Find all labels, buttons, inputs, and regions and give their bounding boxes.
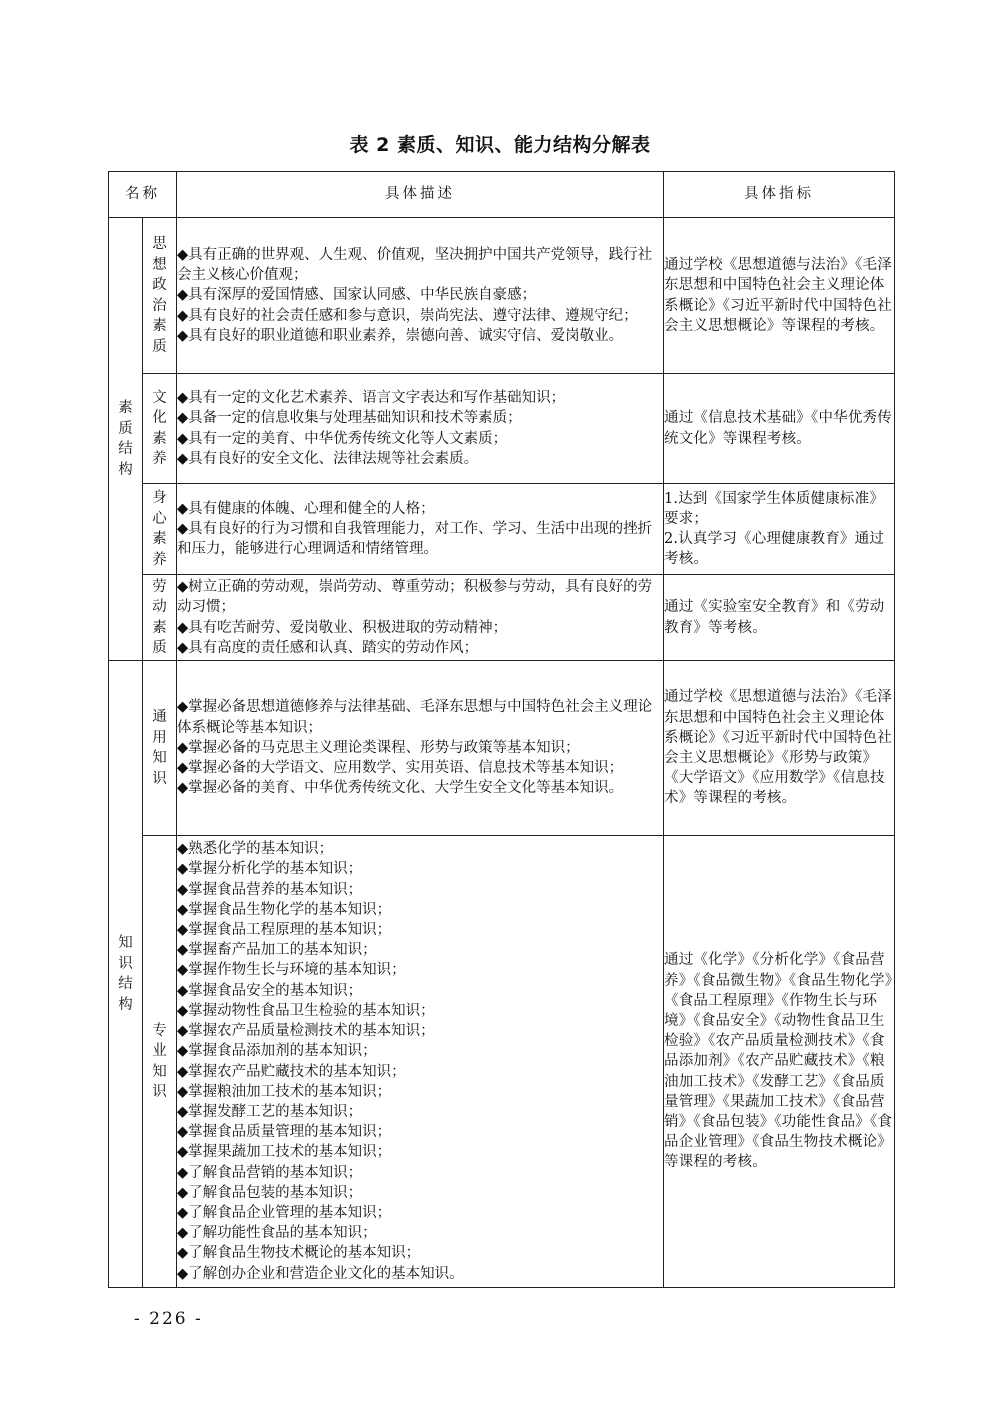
table-row	[109, 374, 895, 484]
row-name: 身心素养	[143, 484, 177, 575]
row-indicator: 通过学校《思想道德与法治》《毛泽东思想和中国特色社会主义理论体系概论》《习近平新时代中国特色社会主义思想概论》《形势与政策》《大学语文》《应用数学》《信息技术》等课程的考核。	[664, 661, 895, 836]
row-name: 通用知识	[143, 661, 177, 836]
header-description: 具体描述	[177, 172, 664, 218]
page-number: - 226 -	[134, 1309, 203, 1329]
row-description: ◆掌握必备思想道德修养与法律基础、毛泽东思想与中国特色社会主义理论体系概论等基本知识； ◆掌握必备的马克思主义理论类课程、形势与政策等基本知识； ◆掌握必备的大学语文、应用数学、实用英语、信息技术等基本知识； ◆掌握必备的美育、中华优秀传统文化、大学生安全文化等基本知识。	[177, 661, 664, 836]
table-row	[109, 484, 895, 575]
row-indicator: 通过《化学》《分析化学》《食品营养》《食品微生物》《食品生物化学》《食品工程原理》《作物生长与环境》《食品安全》《动物性食品卫生检验》《农产品质量检测技术》《食品添加剂》《农产品贮藏技术》《粮油加工技术》《发酵工艺》《食品质量管理》《果蔬加工技术》《食品营销》《食品包装》《功能性食品》《食品企业管理》《食品生物技术概论》等课程的考核。	[664, 836, 895, 1288]
group-label-knowledge: 知识结构	[109, 661, 143, 1288]
row-name: 思想政治素质	[143, 218, 177, 374]
row-indicator: 通过学校《思想道德与法治》《毛泽东思想和中国特色社会主义理论体系概论》《习近平新时代中国特色社会主义思想概论》等课程的考核。	[664, 218, 895, 374]
row-name: 文化素养	[143, 374, 177, 484]
header-indicator: 具体指标	[664, 172, 895, 218]
table-row	[109, 661, 895, 836]
row-description: ◆熟悉化学的基本知识； ◆掌握分析化学的基本知识； ◆掌握食品营养的基本知识； ◆掌握食品生物化学的基本知识； ◆掌握食品工程原理的基本知识； ◆掌握畜产品加工的基本知识； ◆掌握作物生长与环境的基本知识； ◆掌握食品安全的基本知识； ◆掌握动物性食品卫生检验的基本知识； ◆掌握农产品质量检测技术的基本知识； ◆掌握食品添加剂的基本知识； ◆掌握农产品贮藏技术的基本知识； ◆掌握粮油加工技术的基本知识； ◆掌握发酵工艺的基本知识； ◆掌握食品质量管理的基本知识； ◆掌握果蔬加工技术的基本知识； ◆了解食品营销的基本知识； ◆了解食品包装的基本知识； ◆了解食品企业管理的基本知识； ◆了解功能性食品的基本知识； ◆了解食品生物技术概论的基本知识； ◆了解创办企业和营造企业文化的基本知识。	[177, 836, 664, 1288]
table-row	[109, 575, 895, 661]
table-header-row	[109, 172, 895, 218]
row-indicator: 通过《信息技术基础》《中华优秀传统文化》等课程考核。	[664, 374, 895, 484]
header-name: 名称	[109, 172, 177, 218]
table-row	[109, 218, 895, 374]
row-description: ◆具有一定的文化艺术素养、语言文字表达和写作基础知识； ◆具备一定的信息收集与处理基础知识和技术等素质； ◆具有一定的美育、中华优秀传统文化等人文素质； ◆具有良好的安全文化、法律法规等社会素质。	[177, 374, 664, 484]
row-indicator: 通过《实验室安全教育》和《劳动教育》等考核。	[664, 575, 895, 661]
row-name: 劳动素质	[143, 575, 177, 661]
row-description: ◆树立正确的劳动观，崇尚劳动、尊重劳动；积极参与劳动，具有良好的劳动习惯； ◆具有吃苦耐劳、爱岗敬业、积极进取的劳动精神； ◆具有高度的责任感和认真、踏实的劳动作风；	[177, 575, 664, 661]
row-indicator: 1.达到《国家学生体质健康标准》要求； 2.认真学习《心理健康教育》通过考核。	[664, 484, 895, 575]
row-name: 专业知识	[143, 836, 177, 1288]
table-title: 表 2 素质、知识、能力结构分解表	[349, 134, 651, 156]
decomposition-table	[108, 171, 895, 1288]
row-description: ◆具有正确的世界观、人生观、价值观，坚决拥护中国共产党领导，践行社会主义核心价值观； ◆具有深厚的爱国情感、国家认同感、中华民族自豪感； ◆具有良好的社会责任感和参与意识，崇尚宪法、遵守法律、遵规守纪； ◆具有良好的职业道德和职业素养，崇德向善、诚实守信、爱岗敬业。	[177, 218, 664, 374]
group-label-quality: 素质结构	[109, 218, 143, 661]
row-description: ◆具有健康的体魄、心理和健全的人格； ◆具有良好的行为习惯和自我管理能力，对工作、学习、生活中出现的挫折和压力，能够进行心理调适和情绪管理。	[177, 484, 664, 575]
table-row	[109, 836, 895, 1288]
